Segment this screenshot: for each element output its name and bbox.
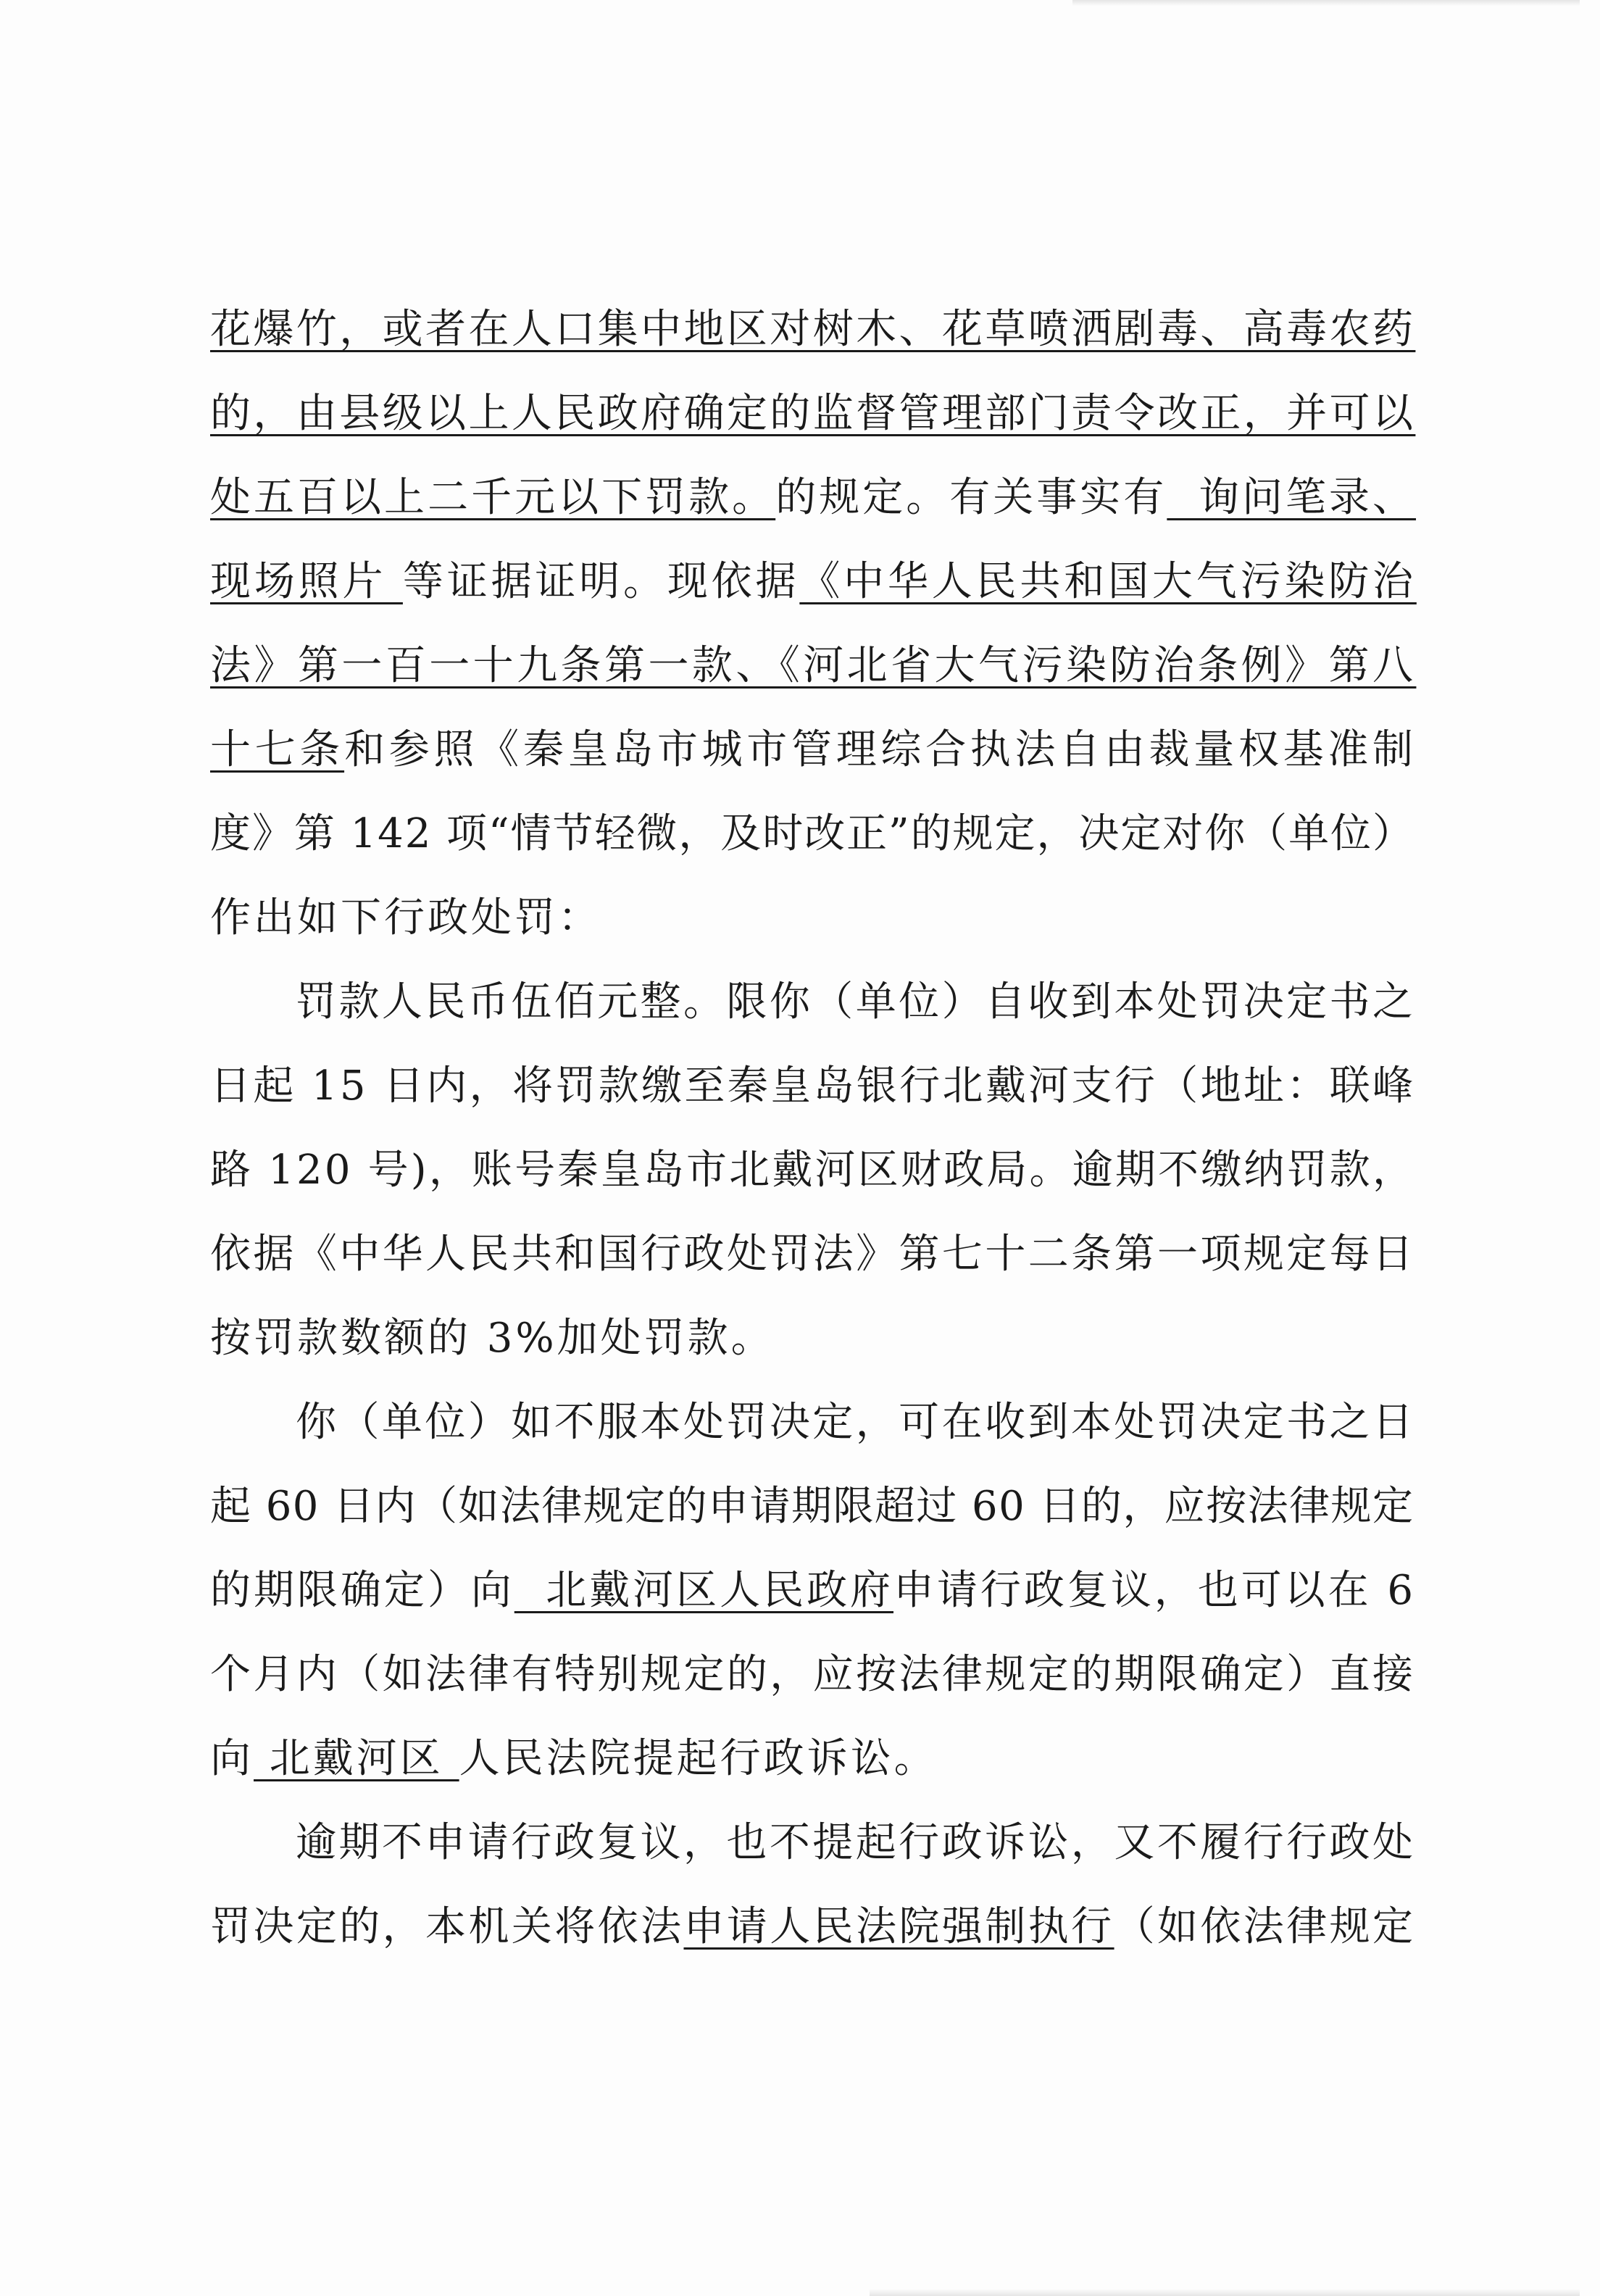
text-line-content: [210, 1902, 1416, 1952]
text-line-content: [210, 1229, 1416, 1280]
text-line-content: [210, 893, 1413, 944]
text-line: [210, 388, 1416, 473]
text-line: [210, 1734, 1413, 1818]
underlined-fill-text: 北戴河区: [254, 1735, 459, 1782]
text-line-content: [210, 1145, 1416, 1196]
text-line-content: [210, 1565, 1416, 1616]
text-line: [210, 1229, 1416, 1313]
text-line-content: [210, 1481, 1413, 1532]
text-line-content: [210, 557, 1417, 607]
body-text: 逾期不申请行政复议，也不提起行政诉讼，又不履行行政处: [296, 1819, 1416, 1866]
text-line: [210, 1145, 1416, 1229]
text-line: [210, 641, 1417, 725]
underlined-fill-text: 北戴河区人民政府: [514, 1567, 893, 1614]
body-text: 个月内（如法律有特别规定的，应按法律规定的期限确定）直接: [210, 1651, 1416, 1698]
body-text: 作出如下行政处罚：: [210, 894, 601, 941]
body-text: 依据《中华人民共和国行政处罚法》第七十二条第一项规定每日: [210, 1231, 1416, 1278]
underlined-fill-text: 《中华人民共和国大气污染防治: [799, 558, 1417, 605]
text-line: [210, 473, 1417, 557]
text-line: [210, 304, 1416, 388]
underlined-fill-text: 花爆竹，或者在人口集中地区对树木、花草喷洒剧毒、高毒农药: [210, 306, 1416, 353]
text-line: [210, 1565, 1416, 1650]
text-line-content: [296, 1818, 1416, 1868]
text-line: [210, 1650, 1416, 1734]
body-text: 和参照《秦皇岛市城市管理综合执法自由裁量权基准制: [344, 726, 1417, 773]
text-line-content: [210, 725, 1417, 775]
body-text: 向: [210, 1735, 254, 1782]
text-line: [210, 1397, 1416, 1481]
body-text: 申请行政复议，也可以在 6: [893, 1567, 1416, 1614]
underlined-fill-text: 申请人民法院强制执行: [683, 1903, 1114, 1950]
text-line-content: [210, 473, 1417, 523]
text-line: [210, 893, 1413, 977]
body-text: 按罚款数额的 3%加处罚款。: [210, 1315, 775, 1362]
text-line-content: [210, 641, 1417, 691]
document-body: [210, 304, 1417, 1986]
text-line-content: [210, 388, 1416, 439]
body-text: 度》第 142 项“情节轻微，及时改正”的规定，决定对你（单位）: [210, 810, 1414, 857]
text-line: [210, 557, 1417, 641]
text-line: [210, 1902, 1416, 1986]
underlined-fill-text: 处五百以上二千元以下罚款。: [210, 474, 776, 521]
body-text: 路 120 号)，账号秦皇岛市北戴河区财政局。逾期不缴纳罚款，: [210, 1147, 1416, 1194]
text-line: [210, 1313, 1413, 1397]
text-line-content: [210, 1313, 1413, 1364]
text-line: [210, 1061, 1416, 1145]
text-line: [210, 1818, 1416, 1902]
text-line-content: [210, 1734, 1413, 1784]
body-text: 的期限确定）向: [210, 1567, 514, 1614]
underlined-fill-text: 询问笔录、: [1167, 474, 1417, 521]
body-text: 人民法院提起行政诉讼。: [459, 1735, 938, 1782]
underlined-fill-text: 现场照片: [210, 558, 403, 605]
body-text: 的规定。有关事实有: [775, 474, 1167, 521]
text-line-content: [296, 977, 1416, 1028]
body-text: 等证据证明。现依据: [402, 558, 800, 605]
text-line-content: [296, 1397, 1416, 1448]
scan-edge-top: [1072, 0, 1580, 6]
text-line-content: [210, 1061, 1416, 1112]
text-line: [210, 1481, 1413, 1565]
body-text: （如依法律规定: [1114, 1903, 1416, 1950]
text-line: [210, 977, 1416, 1061]
body-text: 罚决定的，本机关将依法: [210, 1903, 684, 1950]
body-text: 日起 15 日内，将罚款缴至秦皇岛银行北戴河支行（地址：联峰: [210, 1062, 1416, 1110]
text-line-content: [210, 304, 1416, 355]
body-text: 你（单位）如不服本处罚决定，可在收到本处罚决定书之日: [296, 1399, 1416, 1446]
text-line-content: [210, 809, 1413, 860]
text-line: [210, 725, 1417, 809]
body-text: 罚款人民币伍佰元整。限你（单位）自收到本处罚决定书之: [296, 978, 1416, 1026]
text-line: [210, 809, 1413, 893]
underlined-fill-text: 法》第一百一十九条第一款、《河北省大气污染防治条例》第八: [210, 642, 1417, 689]
body-text: 起 60 日内（如法律规定的申请期限超过 60 日的，应按法律规定: [210, 1483, 1414, 1530]
text-line-content: [210, 1650, 1416, 1700]
underlined-fill-text: 的，由县级以上人民政府确定的监督管理部门责令改正，并可以: [210, 390, 1416, 437]
scan-edge-bottom: [870, 2289, 1580, 2296]
underlined-fill-text: 十七条: [210, 726, 345, 773]
